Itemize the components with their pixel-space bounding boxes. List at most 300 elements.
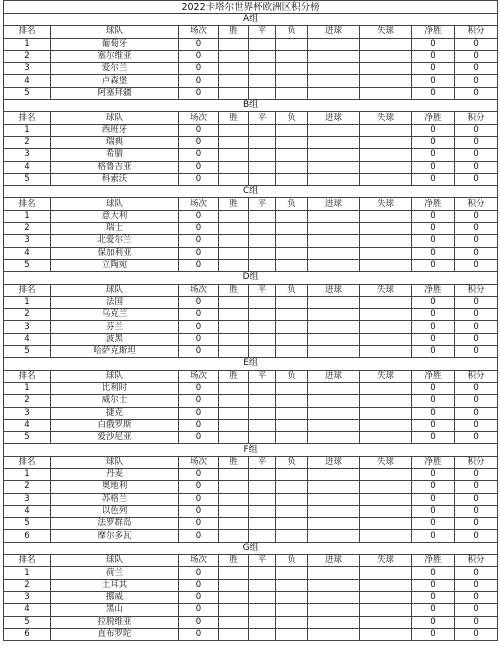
points-cell: 0 <box>455 210 498 222</box>
lost-cell <box>276 223 308 235</box>
goals-against-cell <box>360 591 412 603</box>
goals-for-cell <box>308 382 360 394</box>
goals-for-cell <box>308 136 360 148</box>
played-cell: 0 <box>179 296 219 308</box>
table-row <box>4 210 498 222</box>
goals-against-cell <box>360 296 412 308</box>
goals-for-cell <box>308 63 360 75</box>
goal-diff-cell: 0 <box>412 259 455 271</box>
rank-cell: 1 <box>4 210 51 222</box>
header-team: 球队 <box>51 284 179 296</box>
played-cell: 0 <box>179 604 219 616</box>
drawn-cell <box>249 223 276 235</box>
header-lost: 负 <box>276 284 308 296</box>
goals-against-cell <box>360 210 412 222</box>
drawn-cell <box>249 149 276 161</box>
header-points: 积分 <box>455 26 498 38</box>
goals-against-cell <box>360 346 412 358</box>
lost-cell <box>276 210 308 222</box>
table-row <box>4 579 498 591</box>
goals-for-cell <box>308 223 360 235</box>
lost-cell <box>276 493 308 505</box>
header-drawn: 平 <box>249 198 276 210</box>
drawn-cell <box>249 161 276 173</box>
rank-cell: 1 <box>4 567 51 579</box>
goal-diff-cell: 0 <box>412 616 455 628</box>
points-cell: 0 <box>455 432 498 444</box>
goal-diff-cell: 0 <box>412 604 455 616</box>
team-cell: 威尔士 <box>51 395 179 407</box>
header-points: 积分 <box>455 555 498 567</box>
goal-diff-cell: 0 <box>412 124 455 136</box>
table-row <box>4 395 498 407</box>
played-cell: 0 <box>179 468 219 480</box>
header-rank: 排名 <box>4 112 51 124</box>
standings-body <box>4 1 498 641</box>
sheet-title: 2022卡塔尔世界杯欧洲区积分榜 <box>4 1 498 14</box>
team-cell: 卢森堡 <box>51 75 179 87</box>
points-cell: 0 <box>455 321 498 333</box>
played-cell: 0 <box>179 124 219 136</box>
won-cell <box>219 321 249 333</box>
lost-cell <box>276 628 308 640</box>
played-cell: 0 <box>179 346 219 358</box>
goal-diff-cell: 0 <box>412 173 455 185</box>
goal-diff-cell: 0 <box>412 149 455 161</box>
played-cell: 0 <box>179 505 219 517</box>
drawn-cell <box>249 530 276 542</box>
rank-cell: 5 <box>4 346 51 358</box>
goals-for-cell <box>308 407 360 419</box>
group-title: E组 <box>4 358 498 370</box>
played-cell: 0 <box>179 432 219 444</box>
rank-cell: 5 <box>4 518 51 530</box>
header-drawn: 平 <box>249 26 276 38</box>
group-title: C组 <box>4 186 498 198</box>
played-cell: 0 <box>179 173 219 185</box>
goals-for-cell <box>308 259 360 271</box>
played-cell: 0 <box>179 321 219 333</box>
table-row <box>4 567 498 579</box>
header-goals-against: 失球 <box>360 284 412 296</box>
team-cell: 西班牙 <box>51 124 179 136</box>
header-points: 积分 <box>455 456 498 468</box>
goals-against-cell <box>360 259 412 271</box>
table-row <box>4 493 498 505</box>
played-cell: 0 <box>179 136 219 148</box>
goals-for-cell <box>308 468 360 480</box>
table-row <box>4 161 498 173</box>
won-cell <box>219 235 249 247</box>
header-lost: 负 <box>276 456 308 468</box>
team-cell: 希腊 <box>51 149 179 161</box>
team-cell: 挪威 <box>51 591 179 603</box>
table-row <box>4 309 498 321</box>
header-drawn: 平 <box>249 456 276 468</box>
won-cell <box>219 210 249 222</box>
table-row <box>4 505 498 517</box>
played-cell: 0 <box>179 309 219 321</box>
table-row <box>4 481 498 493</box>
drawn-cell <box>249 136 276 148</box>
team-cell: 塞尔维亚 <box>51 50 179 62</box>
points-cell: 0 <box>455 173 498 185</box>
won-cell <box>219 63 249 75</box>
team-cell: 瑞士 <box>51 223 179 235</box>
points-cell: 0 <box>455 87 498 99</box>
team-cell: 乌克兰 <box>51 309 179 321</box>
points-cell: 0 <box>455 468 498 480</box>
played-cell: 0 <box>179 567 219 579</box>
team-cell: 丹麦 <box>51 468 179 480</box>
played-cell: 0 <box>179 579 219 591</box>
drawn-cell <box>249 210 276 222</box>
goals-for-cell <box>308 567 360 579</box>
rank-cell: 5 <box>4 87 51 99</box>
drawn-cell <box>249 505 276 517</box>
played-cell: 0 <box>179 235 219 247</box>
table-row <box>4 530 498 542</box>
lost-cell <box>276 50 308 62</box>
goal-diff-cell: 0 <box>412 87 455 99</box>
team-cell: 黑山 <box>51 604 179 616</box>
table-row <box>4 259 498 271</box>
header-goals-against: 失球 <box>360 370 412 382</box>
goals-against-cell <box>360 604 412 616</box>
header-lost: 负 <box>276 370 308 382</box>
won-cell <box>219 296 249 308</box>
header-played: 场次 <box>179 370 219 382</box>
header-drawn: 平 <box>249 284 276 296</box>
lost-cell <box>276 63 308 75</box>
goals-for-cell <box>308 124 360 136</box>
table-row <box>4 296 498 308</box>
lost-cell <box>276 173 308 185</box>
played-cell: 0 <box>179 481 219 493</box>
header-rank: 排名 <box>4 284 51 296</box>
played-cell: 0 <box>179 530 219 542</box>
team-cell: 捷克 <box>51 407 179 419</box>
goals-for-cell <box>308 481 360 493</box>
header-row <box>4 370 498 382</box>
played-cell: 0 <box>179 75 219 87</box>
drawn-cell <box>249 296 276 308</box>
goals-against-cell <box>360 407 412 419</box>
goals-for-cell <box>308 296 360 308</box>
standings-table <box>3 0 498 641</box>
goals-for-cell <box>308 50 360 62</box>
lost-cell <box>276 136 308 148</box>
won-cell <box>219 149 249 161</box>
points-cell: 0 <box>455 579 498 591</box>
won-cell <box>219 579 249 591</box>
goals-against-cell <box>360 530 412 542</box>
goal-diff-cell: 0 <box>412 235 455 247</box>
goal-diff-cell: 0 <box>412 63 455 75</box>
points-cell: 0 <box>455 75 498 87</box>
goal-diff-cell: 0 <box>412 481 455 493</box>
goals-against-cell <box>360 333 412 345</box>
played-cell: 0 <box>179 161 219 173</box>
rank-cell: 3 <box>4 63 51 75</box>
goals-against-cell <box>360 468 412 480</box>
drawn-cell <box>249 407 276 419</box>
drawn-cell <box>249 63 276 75</box>
header-drawn: 平 <box>249 555 276 567</box>
rank-cell: 3 <box>4 407 51 419</box>
lost-cell <box>276 395 308 407</box>
header-goal-diff: 净胜 <box>412 555 455 567</box>
group-row <box>4 14 498 26</box>
header-team: 球队 <box>51 26 179 38</box>
goals-against-cell <box>360 382 412 394</box>
goals-against-cell <box>360 124 412 136</box>
goal-diff-cell: 0 <box>412 309 455 321</box>
group-row <box>4 186 498 198</box>
header-row <box>4 112 498 124</box>
points-cell: 0 <box>455 247 498 259</box>
goals-for-cell <box>308 604 360 616</box>
table-row <box>4 346 498 358</box>
table-row <box>4 382 498 394</box>
drawn-cell <box>249 50 276 62</box>
won-cell <box>219 309 249 321</box>
drawn-cell <box>249 124 276 136</box>
drawn-cell <box>249 247 276 259</box>
header-goals-for: 进球 <box>308 555 360 567</box>
won-cell <box>219 591 249 603</box>
points-cell: 0 <box>455 591 498 603</box>
points-cell: 0 <box>455 493 498 505</box>
goals-against-cell <box>360 38 412 50</box>
goals-against-cell <box>360 63 412 75</box>
points-cell: 0 <box>455 38 498 50</box>
lost-cell <box>276 468 308 480</box>
points-cell: 0 <box>455 309 498 321</box>
team-cell: 土耳其 <box>51 579 179 591</box>
header-row <box>4 198 498 210</box>
header-lost: 负 <box>276 26 308 38</box>
table-row <box>4 136 498 148</box>
header-row <box>4 26 498 38</box>
goal-diff-cell: 0 <box>412 38 455 50</box>
goal-diff-cell: 0 <box>412 247 455 259</box>
won-cell <box>219 223 249 235</box>
goals-for-cell <box>308 173 360 185</box>
drawn-cell <box>249 518 276 530</box>
header-won: 胜 <box>219 198 249 210</box>
team-cell: 保加利亚 <box>51 247 179 259</box>
played-cell: 0 <box>179 247 219 259</box>
rank-cell: 1 <box>4 38 51 50</box>
won-cell <box>219 616 249 628</box>
header-drawn: 平 <box>249 112 276 124</box>
goal-diff-cell: 0 <box>412 628 455 640</box>
goals-against-cell <box>360 223 412 235</box>
header-points: 积分 <box>455 370 498 382</box>
goals-for-cell <box>308 628 360 640</box>
goals-against-cell <box>360 518 412 530</box>
points-cell: 0 <box>455 382 498 394</box>
won-cell <box>219 395 249 407</box>
goals-against-cell <box>360 75 412 87</box>
rank-cell: 4 <box>4 604 51 616</box>
rank-cell: 3 <box>4 321 51 333</box>
drawn-cell <box>249 567 276 579</box>
points-cell: 0 <box>455 518 498 530</box>
team-cell: 哈萨克斯坦 <box>51 346 179 358</box>
standings-sheet <box>3 0 497 641</box>
won-cell <box>219 407 249 419</box>
won-cell <box>219 333 249 345</box>
rank-cell: 5 <box>4 173 51 185</box>
goal-diff-cell: 0 <box>412 432 455 444</box>
won-cell <box>219 124 249 136</box>
header-goal-diff: 净胜 <box>412 198 455 210</box>
drawn-cell <box>249 87 276 99</box>
header-goals-against: 失球 <box>360 456 412 468</box>
lost-cell <box>276 567 308 579</box>
won-cell <box>219 481 249 493</box>
lost-cell <box>276 518 308 530</box>
goals-against-cell <box>360 309 412 321</box>
goals-against-cell <box>360 567 412 579</box>
played-cell: 0 <box>179 63 219 75</box>
lost-cell <box>276 235 308 247</box>
rank-cell: 2 <box>4 223 51 235</box>
header-points: 积分 <box>455 198 498 210</box>
won-cell <box>219 382 249 394</box>
goal-diff-cell: 0 <box>412 493 455 505</box>
table-row <box>4 333 498 345</box>
drawn-cell <box>249 604 276 616</box>
goals-for-cell <box>308 505 360 517</box>
header-goals-for: 进球 <box>308 198 360 210</box>
goals-for-cell <box>308 247 360 259</box>
won-cell <box>219 604 249 616</box>
points-cell: 0 <box>455 530 498 542</box>
won-cell <box>219 173 249 185</box>
lost-cell <box>276 382 308 394</box>
rank-cell: 6 <box>4 530 51 542</box>
team-cell: 奥地利 <box>51 481 179 493</box>
lost-cell <box>276 505 308 517</box>
team-cell: 科索沃 <box>51 173 179 185</box>
rank-cell: 6 <box>4 628 51 640</box>
rank-cell: 4 <box>4 247 51 259</box>
goals-against-cell <box>360 149 412 161</box>
lost-cell <box>276 346 308 358</box>
group-row <box>4 444 498 456</box>
goals-for-cell <box>308 75 360 87</box>
goal-diff-cell: 0 <box>412 296 455 308</box>
rank-cell: 1 <box>4 124 51 136</box>
goal-diff-cell: 0 <box>412 321 455 333</box>
won-cell <box>219 346 249 358</box>
goal-diff-cell: 0 <box>412 75 455 87</box>
team-cell: 葡萄牙 <box>51 38 179 50</box>
team-cell: 北爱尔兰 <box>51 235 179 247</box>
table-row <box>4 235 498 247</box>
goals-for-cell <box>308 530 360 542</box>
lost-cell <box>276 591 308 603</box>
played-cell: 0 <box>179 333 219 345</box>
won-cell <box>219 75 249 87</box>
lost-cell <box>276 530 308 542</box>
team-cell: 波黑 <box>51 333 179 345</box>
header-won: 胜 <box>219 555 249 567</box>
points-cell: 0 <box>455 567 498 579</box>
goals-for-cell <box>308 493 360 505</box>
goals-against-cell <box>360 481 412 493</box>
group-title: D组 <box>4 272 498 284</box>
header-team: 球队 <box>51 456 179 468</box>
goal-diff-cell: 0 <box>412 395 455 407</box>
points-cell: 0 <box>455 136 498 148</box>
played-cell: 0 <box>179 210 219 222</box>
goals-for-cell <box>308 333 360 345</box>
team-cell: 摩尔多瓦 <box>51 530 179 542</box>
header-team: 球队 <box>51 112 179 124</box>
header-goals-for: 进球 <box>308 26 360 38</box>
points-cell: 0 <box>455 419 498 431</box>
rank-cell: 4 <box>4 75 51 87</box>
goals-for-cell <box>308 321 360 333</box>
goals-against-cell <box>360 616 412 628</box>
lost-cell <box>276 579 308 591</box>
played-cell: 0 <box>179 223 219 235</box>
table-row <box>4 628 498 640</box>
lost-cell <box>276 419 308 431</box>
drawn-cell <box>249 616 276 628</box>
header-goals-for: 进球 <box>308 284 360 296</box>
table-row <box>4 407 498 419</box>
goal-diff-cell: 0 <box>412 210 455 222</box>
played-cell: 0 <box>179 419 219 431</box>
table-row <box>4 63 498 75</box>
header-lost: 负 <box>276 198 308 210</box>
goal-diff-cell: 0 <box>412 136 455 148</box>
won-cell <box>219 432 249 444</box>
points-cell: 0 <box>455 481 498 493</box>
goals-for-cell <box>308 210 360 222</box>
goal-diff-cell: 0 <box>412 382 455 394</box>
won-cell <box>219 518 249 530</box>
drawn-cell <box>249 493 276 505</box>
drawn-cell <box>249 309 276 321</box>
team-cell: 苏格兰 <box>51 493 179 505</box>
lost-cell <box>276 604 308 616</box>
lost-cell <box>276 309 308 321</box>
drawn-cell <box>249 432 276 444</box>
goals-against-cell <box>360 505 412 517</box>
table-row <box>4 173 498 185</box>
goals-against-cell <box>360 87 412 99</box>
goal-diff-cell: 0 <box>412 346 455 358</box>
goals-against-cell <box>360 579 412 591</box>
won-cell <box>219 87 249 99</box>
group-title: F组 <box>4 444 498 456</box>
goals-for-cell <box>308 235 360 247</box>
table-row <box>4 87 498 99</box>
goals-for-cell <box>308 591 360 603</box>
points-cell: 0 <box>455 50 498 62</box>
header-played: 场次 <box>179 456 219 468</box>
goals-for-cell <box>308 346 360 358</box>
group-row <box>4 542 498 554</box>
header-points: 积分 <box>455 112 498 124</box>
goals-against-cell <box>360 432 412 444</box>
